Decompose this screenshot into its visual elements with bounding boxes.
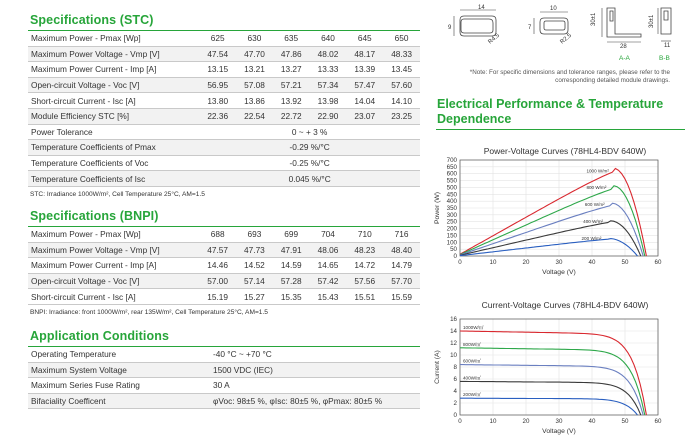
row-value: 13.86 — [236, 93, 273, 109]
y-tick-label: 12 — [450, 340, 457, 347]
row-label: Module Efficiency STC [%] — [28, 108, 199, 124]
series-line — [460, 203, 643, 256]
row-value: 14.52 — [236, 258, 273, 274]
table-row — [28, 258, 420, 274]
row-value: 57.34 — [310, 77, 347, 93]
series-label: 200 W/m² — [581, 236, 602, 242]
row-value: 57.60 — [383, 77, 420, 93]
y-tick-label: 50 — [450, 246, 457, 254]
y-tick-label: 300 — [446, 211, 457, 219]
series-label: 600 W/m² — [584, 202, 605, 208]
row-value: 15.19 — [199, 289, 236, 305]
power-voltage-chart — [432, 156, 688, 284]
row-value: 13.15 — [199, 62, 236, 78]
dim-d2-top: 10 — [550, 6, 557, 12]
x-tick-label: 40 — [588, 259, 596, 266]
dim-d4-side: 30±1 — [649, 14, 655, 28]
dim-d4-bottom: 11 — [664, 43, 671, 49]
dim-d2-radius: R2.5 — [559, 32, 574, 46]
table-row — [28, 273, 420, 289]
series-label: 400W/㎡ — [463, 375, 481, 381]
table-row — [28, 62, 420, 78]
row-value: 48.33 — [383, 46, 420, 62]
row-value: 15.59 — [383, 289, 420, 305]
row-value: 57.42 — [310, 273, 347, 289]
dim-d1-top: 14 — [478, 5, 485, 11]
x-tick-label: 50 — [621, 418, 629, 425]
table-row — [28, 347, 420, 362]
row-value: 22.90 — [310, 108, 347, 124]
row-value: 14.46 — [199, 258, 236, 274]
row-value: 1500 VDC (IEC) — [201, 362, 420, 378]
row-value: 48.02 — [310, 46, 347, 62]
table-row — [28, 242, 420, 258]
cross-section-a-a — [602, 8, 641, 42]
row-label: Operating Temperature — [28, 347, 201, 362]
row-value: 13.27 — [273, 62, 310, 78]
x-tick-label: 10 — [489, 259, 497, 266]
row-value: 48.40 — [383, 242, 420, 258]
series-label: 1000W/㎡ — [463, 325, 484, 330]
row-value: 14.10 — [383, 93, 420, 109]
row-value: 699 — [273, 227, 310, 242]
table-row — [28, 77, 420, 93]
series-label: 600W/㎡ — [463, 358, 481, 364]
row-value: 57.56 — [346, 273, 383, 289]
x-tick-label: 0 — [458, 259, 462, 266]
row-value: 645 — [346, 31, 383, 46]
specifications-column — [28, 0, 420, 409]
table-row — [28, 289, 420, 305]
y-tick-label: 4 — [453, 388, 457, 395]
caption-a-a: A-A — [619, 55, 630, 62]
row-value: 13.80 — [199, 93, 236, 109]
table-row — [28, 31, 420, 46]
row-value: 13.45 — [383, 62, 420, 78]
row-value: 710 — [346, 227, 383, 242]
row-value: 22.72 — [273, 108, 310, 124]
row-value: 13.39 — [346, 62, 383, 78]
row-value: 704 — [310, 227, 347, 242]
row-value: 13.98 — [310, 93, 347, 109]
y-tick-label: 0 — [453, 253, 457, 260]
row-value: 650 — [383, 31, 420, 46]
y-axis-label: Current (A) — [434, 350, 441, 384]
row-value: 22.36 — [199, 108, 236, 124]
row-label: Power Tolerance — [28, 124, 199, 140]
dim-d1-radius: R4.5 — [487, 32, 502, 46]
series-line — [460, 218, 641, 256]
row-value: 23.25 — [383, 108, 420, 124]
row-value: 56.95 — [199, 77, 236, 93]
y-tick-label: 450 — [446, 191, 457, 199]
electrical-heading — [436, 97, 685, 130]
series-line — [460, 239, 638, 256]
row-label: Maximum Power Voltage - Vmp [V] — [28, 242, 199, 258]
series-line — [460, 365, 643, 415]
y-tick-label: 100 — [446, 239, 457, 247]
electrical-title-line2: Dependence — [437, 112, 512, 126]
row-value: 14.65 — [310, 258, 347, 274]
profile-drawing-2 — [534, 12, 568, 34]
row-value: 57.28 — [273, 273, 310, 289]
dim-d1-left: 9 — [448, 25, 452, 31]
table-row — [28, 393, 420, 409]
series-label: 200W/㎡ — [463, 392, 481, 398]
row-value: -0.29 %/°C — [199, 140, 420, 156]
series-label: 800W/㎡ — [463, 341, 481, 347]
y-tick-label: 16 — [450, 316, 457, 323]
row-value: 57.08 — [236, 77, 273, 93]
row-label: Short-circuit Current - Isc [A] — [28, 289, 199, 305]
row-label: Maximum Power Current - Imp [A] — [28, 258, 199, 274]
row-value: 48.06 — [310, 242, 347, 258]
row-value: 14.04 — [346, 93, 383, 109]
x-axis-label: Voltage (V) — [542, 269, 576, 276]
bnpi-table — [28, 227, 420, 305]
dim-d2-left: 7 — [528, 25, 532, 31]
row-label: Maximum System Voltage — [28, 362, 201, 378]
current-voltage-chart — [432, 311, 688, 443]
y-tick-label: 6 — [453, 376, 457, 383]
electrical-title-line1: Electrical Performance & Temperature — [437, 97, 664, 111]
x-tick-label: 50 — [621, 259, 629, 266]
y-tick-label: 2 — [453, 400, 457, 407]
table-row — [28, 378, 420, 394]
row-value: 57.47 — [346, 77, 383, 93]
row-value: 15.27 — [236, 289, 273, 305]
row-value: 48.23 — [346, 242, 383, 258]
row-value: 47.73 — [236, 242, 273, 258]
y-tick-label: 350 — [446, 205, 457, 212]
x-tick-label: 0 — [458, 418, 462, 425]
row-label: Temperature Coefficients of Pmax — [28, 140, 199, 156]
app-table — [28, 347, 420, 409]
y-tick-label: 400 — [446, 198, 457, 206]
series-label: 800 W/m² — [586, 185, 607, 191]
row-label: Short-circuit Current - Isc [A] — [28, 93, 199, 109]
row-value: 23.07 — [346, 108, 383, 124]
series-line — [460, 169, 646, 257]
row-value: 15.35 — [273, 289, 310, 305]
row-value: 57.70 — [383, 273, 420, 289]
row-label: Maximum Series Fuse Rating — [28, 378, 201, 394]
row-value: 48.17 — [346, 46, 383, 62]
row-value: 640 — [310, 31, 347, 46]
dim-d3-bottom: 28 — [620, 44, 627, 50]
row-value: 57.00 — [199, 273, 236, 289]
row-value: 630 — [236, 31, 273, 46]
series-line — [460, 398, 638, 415]
x-tick-label: 20 — [522, 418, 530, 425]
table-row — [28, 46, 420, 62]
stc-note: STC: Irradiance 1000W/m², Cell Temperature 25°C, AM=1.5 — [30, 190, 205, 198]
x-tick-label: 30 — [555, 259, 563, 266]
table-row — [28, 124, 420, 140]
table-row — [28, 93, 420, 109]
row-value: 0.045 %/°C — [199, 171, 420, 187]
row-value: 688 — [199, 227, 236, 242]
row-label: Maximum Power - Pmax [Wp] — [28, 31, 199, 46]
row-label: Bifaciality Coefficent — [28, 393, 201, 409]
stc-title: Specifications (STC) — [28, 13, 420, 31]
x-tick-label: 40 — [588, 418, 596, 425]
y-tick-label: 600 — [446, 170, 457, 178]
row-value: 13.33 — [310, 62, 347, 78]
cross-section-b-b — [658, 8, 671, 41]
y-tick-label: 550 — [446, 177, 457, 185]
table-row — [28, 227, 420, 242]
series-label: 1000 W/m² — [586, 168, 609, 174]
row-value: 47.54 — [199, 46, 236, 62]
row-value: 716 — [383, 227, 420, 242]
y-tick-label: 14 — [450, 328, 457, 335]
row-value: 14.59 — [273, 258, 310, 274]
row-value: 15.51 — [346, 289, 383, 305]
row-value: 693 — [236, 227, 273, 242]
row-label: Open-circuit Voltage - Voc [V] — [28, 77, 199, 93]
row-label: Open-circuit Voltage - Voc [V] — [28, 273, 199, 289]
row-label: Maximum Power - Pmax [Wp] — [28, 227, 199, 242]
y-tick-label: 500 — [446, 184, 457, 192]
x-tick-label: 20 — [522, 259, 530, 266]
row-label: Temperature Coefficients of Isc — [28, 171, 199, 187]
y-tick-label: 0 — [453, 412, 457, 419]
table-row — [28, 155, 420, 171]
table-row — [28, 108, 420, 124]
y-tick-label: 700 — [446, 157, 457, 164]
row-value: -40 °C ~ +70 °C — [201, 347, 420, 362]
row-value: 13.92 — [273, 93, 310, 109]
row-value: 47.70 — [236, 46, 273, 62]
iv-chart-title: Current-Voltage Curves (78HL4-BDV 640W) — [481, 300, 649, 310]
row-value: 47.86 — [273, 46, 310, 62]
frame-dimension-drawings — [432, 0, 700, 62]
dimension-note: *Note: For specific dimensions and tolerance ranges, please refer to the corresponding detailed module drawings. — [469, 69, 670, 84]
x-tick-label: 30 — [555, 418, 563, 425]
row-value: 30 A — [201, 378, 420, 394]
row-label: Maximum Power Current - Imp [A] — [28, 62, 199, 78]
row-label: Temperature Coefficients of Voc — [28, 155, 199, 171]
bnpi-title: Specifications (BNPI) — [28, 209, 420, 227]
table-row — [28, 171, 420, 187]
app-title: Application Conditions — [28, 329, 420, 347]
table-row — [28, 140, 420, 156]
row-value: -0.25 %/°C — [199, 155, 420, 171]
caption-b-b: B-B — [659, 55, 670, 62]
y-tick-label: 250 — [446, 218, 457, 226]
row-value: 14.72 — [346, 258, 383, 274]
y-tick-label: 10 — [450, 352, 457, 359]
table-row — [28, 362, 420, 378]
row-label: Maximum Power Voltage - Vmp [V] — [28, 46, 199, 62]
y-tick-label: 650 — [446, 163, 457, 171]
row-value: 0 ~ + 3 % — [199, 124, 420, 140]
row-value: 625 — [199, 31, 236, 46]
row-value: 57.21 — [273, 77, 310, 93]
x-tick-label: 60 — [654, 418, 662, 425]
bnpi-note: BNPI: Irradiance: front 1000W/m², rear 135W/m², Cell Temperature 25°C, AM=1.5 — [30, 308, 268, 316]
dim-d3-side: 30±1 — [591, 12, 597, 26]
x-axis-label: Voltage (V) — [542, 428, 576, 435]
series-label: 400 W/m² — [583, 218, 604, 224]
x-tick-label: 10 — [489, 418, 497, 425]
row-value: 635 — [273, 31, 310, 46]
pv-chart-title: Power-Voltage Curves (78HL4-BDV 640W) — [483, 146, 647, 156]
row-value: 22.54 — [236, 108, 273, 124]
row-value: 15.43 — [310, 289, 347, 305]
electrical-title — [436, 97, 685, 130]
y-tick-label: 200 — [446, 225, 457, 233]
row-value: 14.79 — [383, 258, 420, 274]
row-value: 47.91 — [273, 242, 310, 258]
row-value: 57.14 — [236, 273, 273, 289]
row-value: 13.21 — [236, 62, 273, 78]
stc-table — [28, 31, 420, 187]
y-tick-label: 150 — [446, 232, 457, 240]
row-value: φVoc: 98±5 %, φIsc: 80±5 %, φPmax: 80±5 % — [201, 393, 420, 409]
profile-drawing-1 — [454, 10, 496, 36]
x-tick-label: 60 — [654, 259, 662, 266]
row-value: 47.57 — [199, 242, 236, 258]
y-axis-label: Power (W) — [434, 191, 441, 225]
y-tick-label: 8 — [453, 364, 457, 371]
